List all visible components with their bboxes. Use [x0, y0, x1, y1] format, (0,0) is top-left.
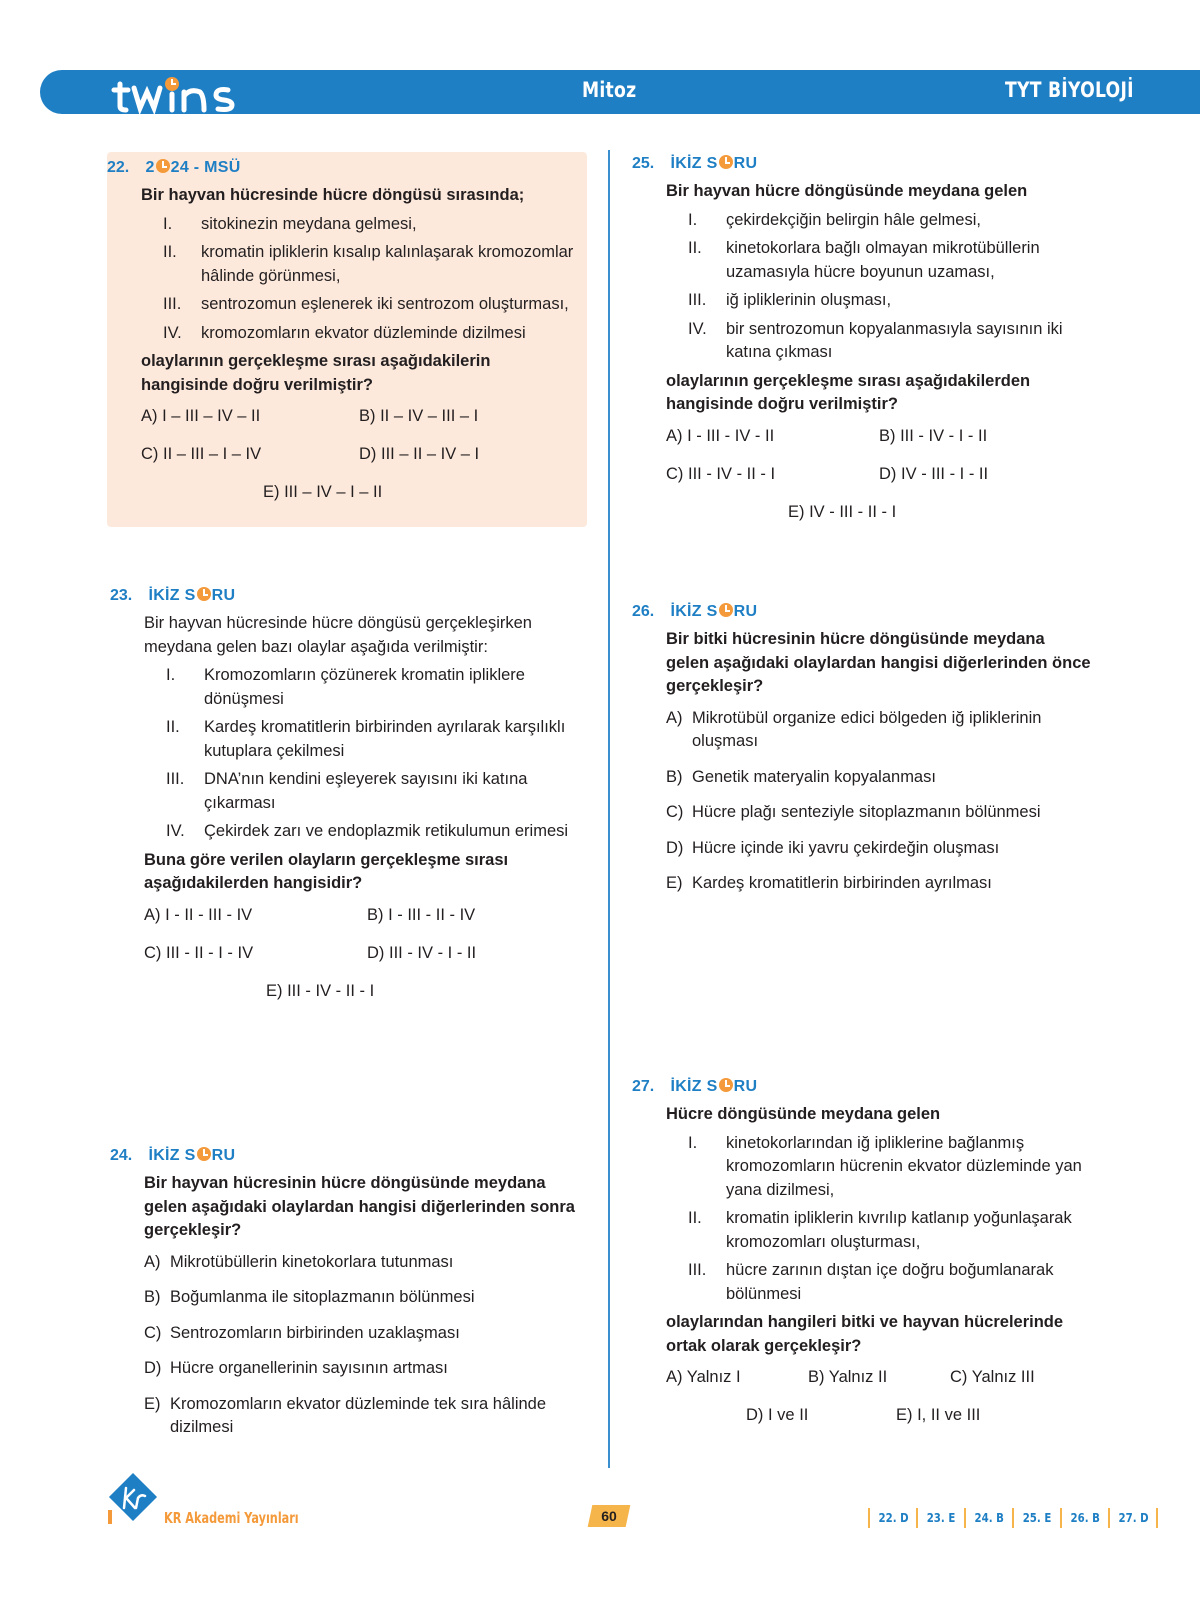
option-b[interactable]	[367, 904, 590, 942]
question-number: 24.	[110, 1147, 133, 1164]
statement-numeral: IV.	[688, 319, 707, 338]
option-letter: E)	[263, 483, 280, 501]
page-header	[0, 0, 1200, 130]
answer-options	[144, 904, 590, 1018]
option-a[interactable]	[144, 904, 367, 942]
answer-key	[862, 1508, 1164, 1528]
option-a[interactable]	[144, 1251, 590, 1275]
option-c[interactable]	[666, 463, 879, 501]
statement-text: kromatin ipliklerin kıvrılıp katlanıp yoğunlaşarak kromozomları oluşturması,	[726, 1209, 1072, 1251]
option-letter: E)	[144, 1394, 161, 1413]
statement-numeral: IV.	[166, 822, 185, 840]
option-b[interactable]	[359, 405, 577, 443]
question-prompt: Bir bitki hücresinin hücre döngüsünde meydana gelen aşağıdaki olaylardan hangisi diğerlerinden önce gerçekleşir?	[666, 630, 1091, 695]
statement-text: Kardeş kromatitlerin birbirinden ayrılarak karşılıklı kutuplara çekilmesi	[204, 718, 566, 760]
option-text: Yalnız I	[686, 1368, 741, 1386]
answer-key-item: 22. D	[878, 1511, 909, 1525]
question-prompt: olaylarının gerçekleşme sırası aşağıdakilerden hangisinde doğru verilmiştir?	[666, 371, 1031, 413]
option-letter: B)	[879, 426, 896, 445]
question-number: 23.	[110, 587, 133, 604]
column-divider	[608, 150, 610, 1468]
option-letter: D)	[367, 943, 385, 962]
tag-text-post: RU	[211, 1147, 236, 1164]
statement-text: Çekirdek zarı ve endoplazmik retikulumun erimesi	[204, 822, 569, 840]
statement-item	[141, 293, 577, 317]
kr-twins-logo	[44, 64, 284, 120]
option-text: Hücre plağı senteziyle sitoplazmanın bölünmesi	[692, 803, 1041, 821]
option-e[interactable]	[896, 1404, 1046, 1442]
option-d[interactable]	[666, 837, 1092, 861]
statement-text: sentrozomun eşlenerek iki sentrozom oluşturması,	[201, 295, 569, 313]
statement-text: kinetokorlarından iğ ipliklerine bağlanmış kromozomların hücrenin ekvator düzleminde yan yana dizilmesi,	[726, 1133, 1082, 1199]
statement-text: Kromozomların çözünerek kromatin ipliklere dönüşmesi	[204, 666, 525, 708]
question-prompt: Buna göre verilen olayların gerçekleşme sırası aşağıdakilerden hangisidir?	[144, 850, 509, 892]
option-text: Hücre içinde iki yavru çekirdeğin oluşması	[692, 838, 1000, 857]
option-b[interactable]	[144, 1286, 590, 1310]
question-stem: Hücre döngüsünde meydana gelen	[666, 1105, 941, 1123]
clock-icon	[197, 587, 211, 601]
option-text: III – IV – I – II	[284, 483, 383, 501]
option-letter: E)	[788, 502, 805, 521]
question-number: 25.	[632, 155, 655, 172]
statement-numeral: II.	[163, 243, 177, 261]
question-number: 26.	[632, 603, 655, 620]
option-c[interactable]	[144, 942, 367, 980]
statement-list	[666, 1132, 1092, 1307]
option-letter: D)	[746, 1406, 764, 1424]
option-a[interactable]	[666, 425, 879, 463]
option-e[interactable]	[666, 872, 1092, 896]
answer-key-item: 26. B	[1070, 1511, 1100, 1525]
tag-text-pre: İKİZ S	[670, 603, 718, 620]
question-24-header	[110, 1144, 590, 1168]
statement-numeral: II.	[688, 239, 702, 257]
option-text: I – III – IV – II	[162, 407, 261, 425]
statement-numeral: III.	[166, 770, 185, 788]
statement-numeral: I.	[688, 1133, 698, 1152]
answer-key-item: 23. E	[926, 1511, 956, 1525]
option-text: Hücre organellerinin sayısının artması	[170, 1359, 448, 1377]
statement-text: bir sentrozomun kopyalanmasıyla sayısının iki katına çıkması	[726, 319, 1063, 361]
option-letter: C)	[141, 445, 159, 463]
question-prompt: olaylarından hangileri bitki ve hayvan hücrelerinde ortak olarak gerçekleşir?	[666, 1313, 1064, 1355]
option-letter: B)	[808, 1368, 825, 1386]
question-number: 27.	[632, 1078, 655, 1095]
option-text: IV - III - II - I	[809, 502, 897, 521]
statement-item	[666, 318, 1092, 365]
answer-separator	[1108, 1508, 1110, 1528]
kr-emblem-icon	[104, 1472, 160, 1528]
option-a[interactable]	[141, 405, 359, 443]
statement-numeral: II.	[166, 718, 180, 736]
question-stem: Bir hayvan hücre döngüsünde meydana gelen	[666, 182, 1028, 200]
tag-text-post: RU	[733, 1078, 758, 1095]
option-text: III - II - I - IV	[166, 943, 254, 962]
statement-numeral: III.	[688, 291, 707, 309]
option-text: Kardeş kromatitlerin birbirinden ayrılması	[692, 874, 992, 892]
option-text: Yalnız II	[828, 1368, 888, 1386]
option-letter: C)	[144, 1323, 162, 1342]
tag-text-pre: İKİZ S	[148, 587, 196, 604]
answer-separator	[1060, 1508, 1062, 1528]
answer-key-item: 24. B	[974, 1511, 1004, 1525]
statement-text: çekirdekçiğin belirgin hâle gelmesi,	[726, 210, 981, 229]
option-letter: C)	[666, 464, 684, 483]
statement-numeral: III.	[688, 1261, 707, 1279]
statement-item	[141, 213, 577, 237]
answer-separator	[1156, 1508, 1158, 1528]
tag-text-pre: İKİZ S	[148, 1147, 196, 1164]
statement-list	[144, 664, 590, 844]
question-prompt: olaylarının gerçekleşme sırası aşağıdakilerin hangisinde doğru verilmiştir?	[141, 352, 491, 394]
option-letter: A)	[666, 708, 683, 727]
answer-key-item: 27. D	[1118, 1511, 1149, 1525]
statement-numeral: II.	[688, 1209, 702, 1227]
option-text: III - IV - II - I	[688, 464, 776, 483]
option-text: I - III - II - IV	[388, 905, 476, 924]
statement-numeral: I.	[163, 214, 173, 233]
option-e[interactable]	[666, 501, 1092, 539]
option-text: III - IV - I - II	[900, 426, 988, 445]
question-stem: Bir hayvan hücresinde hücre döngüsü sırasında;	[141, 186, 525, 204]
option-c[interactable]	[950, 1366, 1092, 1404]
answer-options	[141, 405, 577, 519]
statement-text: iğ ipliklerinin oluşması,	[726, 291, 892, 309]
option-a[interactable]	[666, 1366, 808, 1404]
option-letter: B)	[367, 905, 384, 924]
tag-text-pre: İKİZ S	[670, 1078, 718, 1095]
option-letter: D)	[144, 1359, 162, 1377]
option-text: II – IV – III – I	[380, 407, 479, 425]
statement-text: kromatin ipliklerin kısalıp kalınlaşarak kromozomlar hâlinde görünmesi,	[201, 243, 574, 285]
option-text: Mikrotübül organize edici bölgeden iğ ipliklerinin oluşması	[692, 708, 1042, 750]
option-d[interactable]	[879, 463, 1092, 501]
tag-text-post: RU	[733, 155, 758, 172]
question-26-header	[632, 600, 1092, 624]
statement-item	[666, 1259, 1092, 1306]
question-23	[110, 584, 590, 1018]
option-letter: E)	[266, 981, 283, 1000]
question-22	[107, 152, 587, 527]
option-d[interactable]	[367, 942, 590, 980]
option-text: Boğumlanma ile sitoplazmanın bölünmesi	[170, 1288, 475, 1306]
option-letter: A)	[666, 1368, 683, 1386]
option-letter: D)	[359, 445, 377, 463]
ikiz-soru-tag	[148, 1147, 235, 1164]
statement-item	[144, 664, 590, 711]
option-c[interactable]	[666, 801, 1092, 825]
statement-item	[666, 209, 1092, 233]
page-number-text: 60	[601, 1508, 617, 1524]
ikiz-soru-tag	[670, 155, 757, 172]
option-e[interactable]	[144, 980, 590, 1018]
answer-separator	[964, 1508, 966, 1528]
statement-item	[141, 322, 577, 346]
statement-item	[666, 237, 1092, 284]
tag-text-post: RU	[211, 587, 236, 604]
statement-numeral: IV.	[163, 323, 182, 342]
answer-options	[144, 1251, 590, 1440]
option-letter: B)	[359, 407, 376, 425]
header-topic: Mitoz	[582, 78, 637, 102]
statement-numeral: I.	[688, 210, 698, 229]
option-letter: D)	[666, 838, 684, 857]
option-text: III - IV - I - II	[389, 943, 477, 962]
option-e[interactable]	[141, 481, 577, 519]
statement-list	[666, 209, 1092, 365]
question-22-header	[107, 156, 577, 180]
tag-text-post: 24 - MSÜ	[170, 159, 241, 176]
statement-numeral: I.	[166, 666, 176, 684]
option-letter: A)	[141, 407, 158, 425]
option-letter: C)	[950, 1368, 968, 1386]
answer-separator	[1012, 1508, 1014, 1528]
tag-text-pre: 2	[145, 159, 155, 176]
statement-numeral: III.	[163, 295, 182, 313]
option-text: III - IV - II - I	[287, 981, 375, 1000]
ikiz-soru-tag	[670, 1078, 757, 1095]
statement-item	[144, 716, 590, 763]
header-subject: TYT BİYOLOJİ	[1005, 78, 1134, 102]
option-text: II – III – I – IV	[163, 445, 262, 463]
option-d[interactable]	[746, 1404, 896, 1442]
option-text: I - II - III - IV	[165, 905, 253, 924]
statement-item	[666, 1207, 1092, 1254]
option-text: Kromozomların ekvator düzleminde tek sıra hâlinde dizilmesi	[170, 1394, 547, 1436]
option-b[interactable]	[666, 766, 1092, 790]
statement-text: sitokinezin meydana gelmesi,	[201, 214, 417, 233]
option-letter: C)	[666, 803, 684, 821]
question-23-header	[110, 584, 590, 608]
answer-separator	[916, 1508, 918, 1528]
question-prompt: Bir hayvan hücresinin hücre döngüsünde meydana gelen aşağıdaki olaylardan hangisi diğerlerinden sonra gerçekleşir?	[144, 1174, 575, 1239]
option-text: I, II ve III	[917, 1406, 981, 1424]
ikiz-soru-tag	[670, 603, 757, 620]
option-letter: A)	[144, 1252, 161, 1271]
option-a[interactable]	[666, 707, 1092, 754]
statement-text: kinetokorlara bağlı olmayan mikrotübüllerin uzamasıyla hücre boyunun uzaması,	[726, 239, 1040, 281]
statement-text: DNA’nın kendini eşleyerek sayısını iki katına çıkarması	[204, 770, 528, 812]
option-text: III – II – IV – I	[381, 445, 480, 463]
option-b[interactable]	[879, 425, 1092, 463]
ikiz-soru-tag	[148, 587, 235, 604]
option-c[interactable]	[144, 1322, 590, 1346]
clock-icon	[719, 155, 733, 169]
statement-text: kromozomların ekvator düzleminde dizilmesi	[201, 323, 526, 342]
question-25-header	[632, 152, 1092, 176]
answer-separator	[868, 1508, 870, 1528]
option-letter: A)	[666, 426, 683, 445]
option-text: Genetik materyalin kopyalanması	[692, 767, 936, 786]
clock-icon	[156, 159, 170, 173]
option-d[interactable]	[359, 443, 577, 481]
question-source-tag	[145, 159, 240, 176]
option-text: Yalnız III	[971, 1368, 1035, 1386]
question-27	[632, 1075, 1092, 1442]
option-text: I - III - IV - II	[687, 426, 775, 445]
statement-item	[144, 820, 590, 844]
clock-icon	[197, 1147, 211, 1161]
clock-icon	[719, 1078, 733, 1092]
option-letter: E)	[896, 1406, 913, 1424]
question-27-header	[632, 1075, 1092, 1099]
question-24	[110, 1144, 590, 1452]
option-text: Mikrotübüllerin kinetokorlara tutunması	[170, 1252, 454, 1271]
option-c[interactable]	[141, 443, 359, 481]
answer-options	[666, 425, 1092, 539]
question-number: 22.	[107, 159, 130, 176]
question-26	[632, 600, 1092, 908]
option-e[interactable]	[144, 1393, 590, 1440]
page-number	[588, 1505, 631, 1527]
option-letter: E)	[666, 874, 683, 892]
tag-text-pre: İKİZ S	[670, 155, 718, 172]
option-b[interactable]	[808, 1366, 950, 1404]
statement-list	[141, 213, 577, 346]
statement-text: hücre zarının dıştan içe doğru boğumlanarak bölünmesi	[726, 1261, 1054, 1303]
clock-icon	[719, 603, 733, 617]
option-text: Sentrozomların birbirinden uzaklaşması	[170, 1323, 460, 1342]
statement-item	[666, 1132, 1092, 1203]
statement-item	[144, 768, 590, 815]
answer-options	[666, 1366, 1092, 1442]
statement-item	[666, 289, 1092, 313]
option-letter: D)	[879, 464, 897, 483]
option-text: I ve II	[768, 1406, 809, 1424]
statement-item	[141, 241, 577, 288]
answer-key-item: 25. E	[1022, 1511, 1052, 1525]
question-25	[632, 152, 1092, 539]
option-letter: B)	[144, 1288, 161, 1306]
option-letter: C)	[144, 943, 162, 962]
publisher-name: KR Akademi Yayınları	[164, 1509, 299, 1527]
answer-options	[666, 707, 1092, 896]
tag-text-post: RU	[733, 603, 758, 620]
option-d[interactable]	[144, 1357, 590, 1381]
option-letter: A)	[144, 905, 161, 924]
option-letter: B)	[666, 767, 683, 786]
option-text: IV - III - I - II	[901, 464, 989, 483]
question-stem: Bir hayvan hücresinde hücre döngüsü gerçekleşirken meydana gelen bazı olaylar aşağıda verilmiştir:	[144, 614, 532, 656]
